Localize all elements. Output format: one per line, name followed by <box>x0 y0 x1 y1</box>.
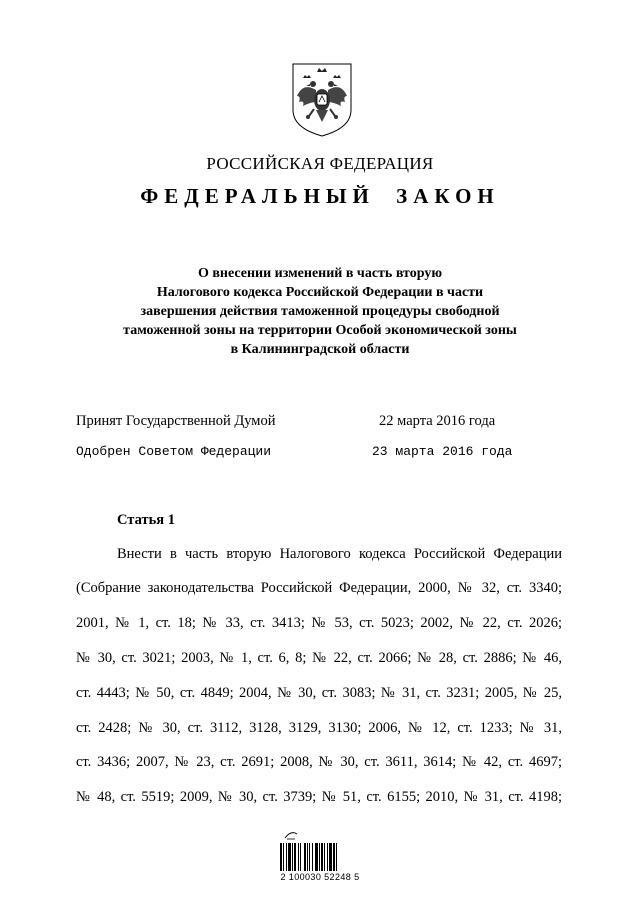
coat-of-arms-emblem <box>289 62 355 138</box>
barcode-icon <box>280 843 364 871</box>
law-title-line: таможенной зоны на территории Особой экономической зоны <box>123 323 517 338</box>
barcode-mark-icon <box>284 828 298 840</box>
law-title-line: О внесении изменений в часть вторую <box>197 266 443 281</box>
barcode-number: 2 100030 52248 5 <box>280 872 360 882</box>
article-text-line: ст. 4443; № 50, ст. 4849; 2004, № 30, ст. 3083; № 31, ст. 3231; 2005, № 25, <box>76 685 562 701</box>
article-text-line: ст. 2428; № 30, ст. 3112, 3128, 3129, 3130; 2006, № 12, ст. 1233; № 31, <box>76 720 562 736</box>
duma-adoption-label: Принят Государственной Думой <box>76 413 276 429</box>
russian-coat-of-arms-icon <box>289 62 355 138</box>
article-text-line: № 30, ст. 3021; 2003, № 1, ст. 6, 8; № 22, ст. 2066; № 28, ст. 2886; № 46, <box>76 650 562 666</box>
law-title-line: в Калининградской области <box>230 342 410 357</box>
law-title-line: Налогового кодекса Российской Федерации в части <box>156 285 484 300</box>
article-heading: Статья 1 <box>117 512 175 528</box>
article-text-line: 2001, № 1, ст. 18; № 33, ст. 3413; № 53, ст. 5023; 2002, № 22, ст. 2026; <box>76 615 562 631</box>
article-text-line: Внести в часть вторую Налогового кодекса Российской Федерации <box>117 546 562 562</box>
barcode-block <box>268 828 372 888</box>
law-title-line: завершения действия таможенной процедуры свободной <box>140 304 500 319</box>
country-name: РОССИЙСКАЯ ФЕДЕРАЦИЯ <box>206 154 434 173</box>
document-type: ФЕДЕРАЛЬНЫЙ ЗАКОН <box>140 184 500 208</box>
council-approval-date: 23 марта 2016 года <box>372 444 513 459</box>
duma-adoption-date: 22 марта 2016 года <box>379 413 496 429</box>
article-text-line: № 48, ст. 5519; 2009, № 30, ст. 3739; № 51, ст. 6155; 2010, № 31, ст. 4198; <box>76 789 562 805</box>
law-title <box>0 264 640 359</box>
article-text-line: (Собрание законодательства Российской Федерации, 2000, № 32, ст. 3340; <box>76 580 562 596</box>
council-approval-label: Одобрен Советом Федерации <box>76 444 272 459</box>
article-text-line: ст. 3436; 2007, № 23, ст. 2691; 2008, № 30, ст. 3611, 3614; № 42, ст. 4697; <box>76 754 562 770</box>
